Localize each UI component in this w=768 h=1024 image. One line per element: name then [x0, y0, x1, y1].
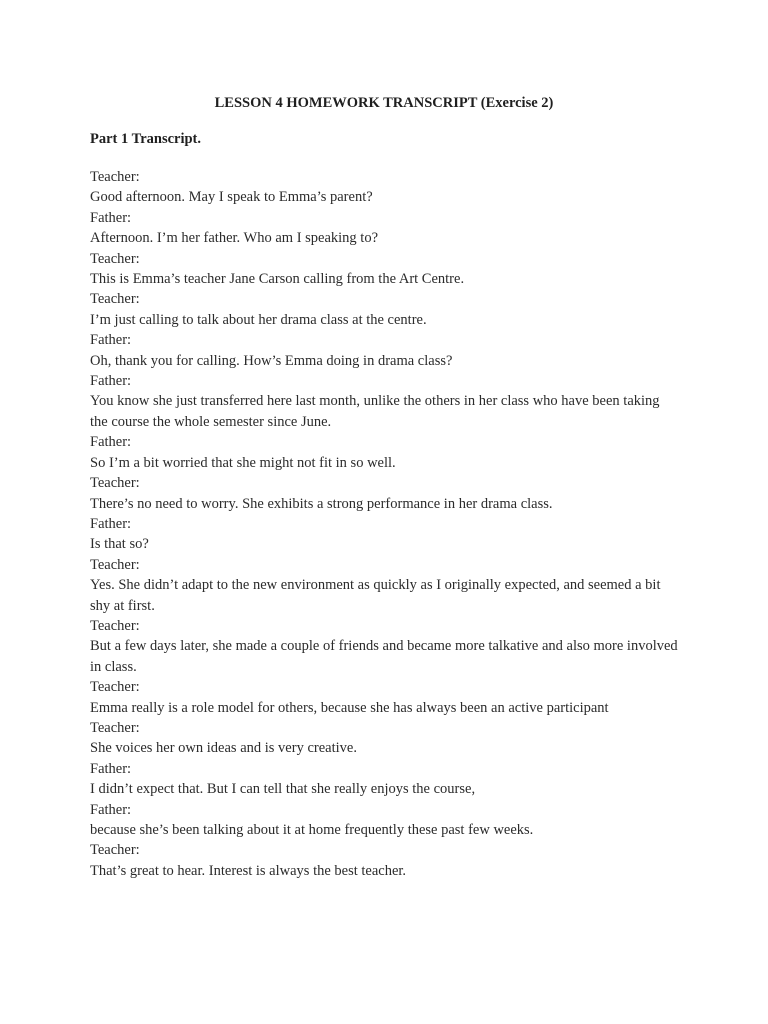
speaker-label: Father: — [90, 434, 132, 451]
dialogue-line: That’s great to hear. Interest is always the best teacher. — [90, 862, 407, 879]
speaker-label: Teacher: — [90, 556, 140, 573]
dialogue-line: She voices her own ideas and is very creative. — [90, 740, 357, 757]
dialogue-line: But a few days later, she made a couple of friends and became more talkative and also more involved in class. — [90, 638, 678, 675]
dialogue-line: Oh, thank you for calling. How’s Emma doing in drama class? — [90, 352, 453, 369]
dialogue-line: There’s no need to worry. She exhibits a strong performance in her drama class. — [90, 495, 553, 512]
dialogue-line: This is Emma’s teacher Jane Carson calling from the Art Centre. — [90, 271, 465, 288]
speaker-label: Teacher: — [90, 719, 140, 736]
dialogue-line: I’m just calling to talk about her drama class at the centre. — [90, 311, 427, 328]
speaker-label: Teacher: — [90, 617, 140, 634]
dialogue-line: Good afternoon. May I speak to Emma’s parent? — [90, 189, 373, 206]
dialogue-line: Afternoon. I’m her father. Who am I speaking to? — [90, 230, 379, 247]
dialogue-line: I didn’t expect that. But I can tell that she really enjoys the course, — [90, 781, 476, 798]
speaker-label: Father: — [90, 209, 132, 226]
dialogue-line: Emma really is a role model for others, because she has always been an active participant — [90, 699, 609, 716]
dialogue-line: You know she just transferred here last month, unlike the others in her class who have been taking the course the whole semester since June. — [90, 393, 660, 430]
speaker-label: Teacher: — [90, 169, 140, 185]
speaker-label: Teacher: — [90, 250, 140, 267]
speaker-label: Father: — [90, 760, 132, 777]
dialogue-line: Yes. She didn’t adapt to the new environment as quickly as I originally expected, and seemed a bit shy at first. — [90, 577, 661, 614]
speaker-label: Father: — [90, 801, 132, 818]
dialogue-line: because she’s been talking about it at home frequently these past few weeks. — [90, 822, 534, 838]
speaker-label: Teacher: — [90, 679, 140, 696]
speaker-label: Teacher: — [90, 475, 140, 492]
dialogue-line: So I’m a bit worried that she might not fit in so well. — [90, 454, 396, 471]
transcript-body — [90, 167, 680, 881]
speaker-label: Father: — [90, 332, 132, 349]
speaker-label: Father: — [90, 373, 132, 390]
dialogue-line: Is that so? — [90, 536, 149, 553]
page-title: LESSON 4 HOMEWORK TRANSCRIPT (Exercise 2) — [214, 95, 554, 111]
speaker-label: Teacher: — [90, 842, 140, 859]
speaker-label: Teacher: — [90, 291, 140, 308]
speaker-label: Father: — [90, 515, 132, 532]
section-heading: Part 1 Transcript. — [90, 131, 202, 147]
